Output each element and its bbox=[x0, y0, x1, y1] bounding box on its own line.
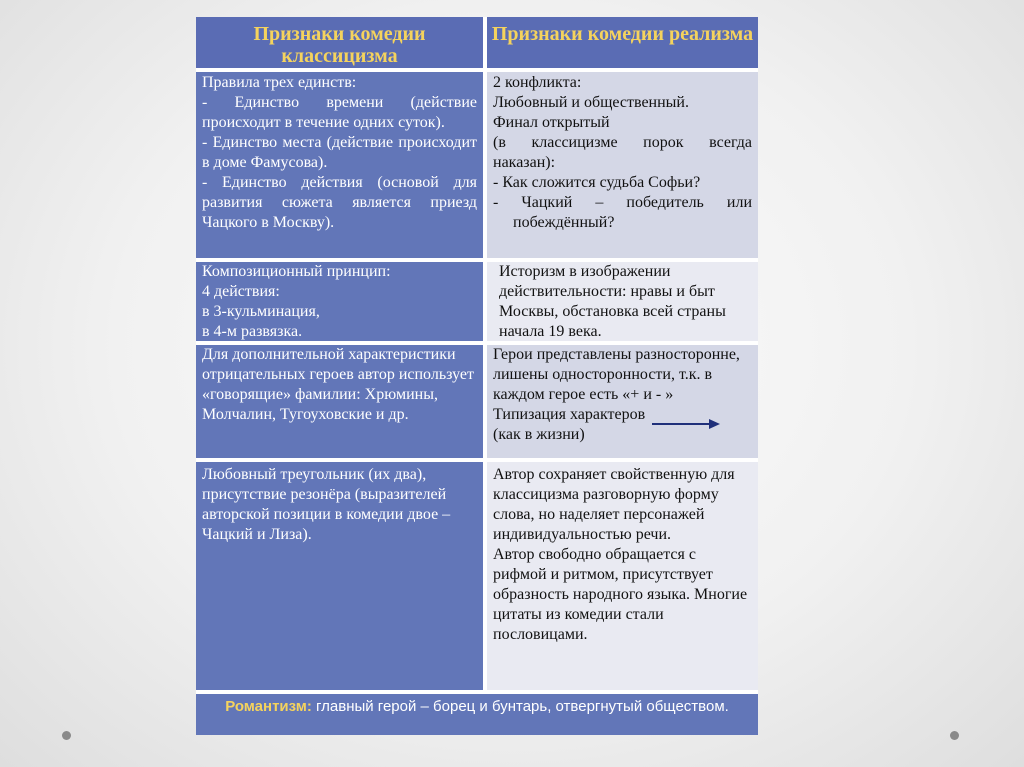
row-1-right-bullet: - Как сложится судьба Софьи? bbox=[493, 174, 701, 191]
footer-text: главный герой – борец и бунтарь, отвергнутый обществом. bbox=[311, 698, 729, 715]
row-2-left-line: 4 действия: bbox=[202, 283, 280, 300]
header-realism: Признаки комедии реализма bbox=[487, 17, 758, 70]
slide-bullet-dot-right bbox=[950, 731, 959, 740]
row-2-classicism bbox=[196, 262, 485, 343]
row-3-right-line: Герои представлены разносторонне, лишены односторонности, т.к. в каждом герое есть «+ и - » bbox=[493, 346, 740, 403]
footer-romanticism bbox=[196, 694, 758, 735]
row-1-left-line: - Единство действия (основой для развития сюжета является приезд Чацкого в Москву). bbox=[202, 174, 477, 231]
row-2-left-line: Композиционный принцип: bbox=[202, 263, 391, 280]
row-1-left-line: - Единство места (действие происходит в доме Фамусова). bbox=[202, 134, 477, 171]
slide-bullet-dot-left bbox=[62, 731, 71, 740]
row-2-left-line: в 3-кульминация, bbox=[202, 303, 320, 320]
row-1-left-line: - Единство времени (действие происходит в течение одних суток). bbox=[202, 94, 477, 131]
row-1-right-line: Финал открытый bbox=[493, 114, 610, 131]
row-1-right-line: (в классицизме порок всегда наказан): bbox=[493, 134, 752, 171]
row-2-right-line: Историзм в изображении действительности: нравы и быт Москвы, обстановка всей страны начала 19 века. bbox=[499, 263, 726, 340]
row-1-realism bbox=[487, 72, 758, 260]
comparison-table bbox=[196, 17, 758, 735]
row-4-left-line: Любовный треугольник (их два), присутствие резонёра (выразителей авторской позиции в комедии двое – Чацкий и Лиза). bbox=[202, 466, 451, 543]
arrow-right-icon bbox=[651, 418, 721, 430]
row-3-classicism bbox=[196, 345, 485, 460]
row-3-right-line: (как в жизни) bbox=[493, 426, 585, 443]
row-1-classicism bbox=[196, 72, 485, 260]
row-3-realism bbox=[487, 345, 758, 460]
row-1-right-line: 2 конфликта: bbox=[493, 74, 582, 91]
row-1-right-bullet: - Чацкий – победитель или побеждённый? bbox=[493, 194, 752, 231]
row-4-realism bbox=[487, 462, 758, 692]
row-3-right-line: Типизация характеров bbox=[493, 406, 646, 423]
row-4-right-line: Автор сохраняет свойственную для классицизма разговорную форму слова, но наделяет персонажей индивидуальностью речи. bbox=[493, 466, 735, 543]
row-2-left-line: в 4-м развязка. bbox=[202, 323, 303, 340]
row-4-classicism bbox=[196, 462, 485, 692]
row-3-left-line: Для дополнительной характеристики отрицательных героев автор использует «говорящие» фамилии: Хрюмины, Молчалин, Тугоуховские и др. bbox=[202, 346, 474, 423]
row-1-right-line: Любовный и общественный. bbox=[493, 94, 689, 111]
row-2-realism bbox=[487, 262, 758, 343]
row-1-left-line: Правила трех единств: bbox=[202, 74, 357, 91]
footer-highlight: Романтизм: bbox=[225, 698, 312, 715]
row-4-right-line: Автор свободно обращается с рифмой и ритмом, присутствует образность народного языка. Многие цитаты из комедии стали пословицами. bbox=[493, 546, 748, 643]
header-classicism: Признаки комедии классицизма bbox=[196, 17, 485, 70]
